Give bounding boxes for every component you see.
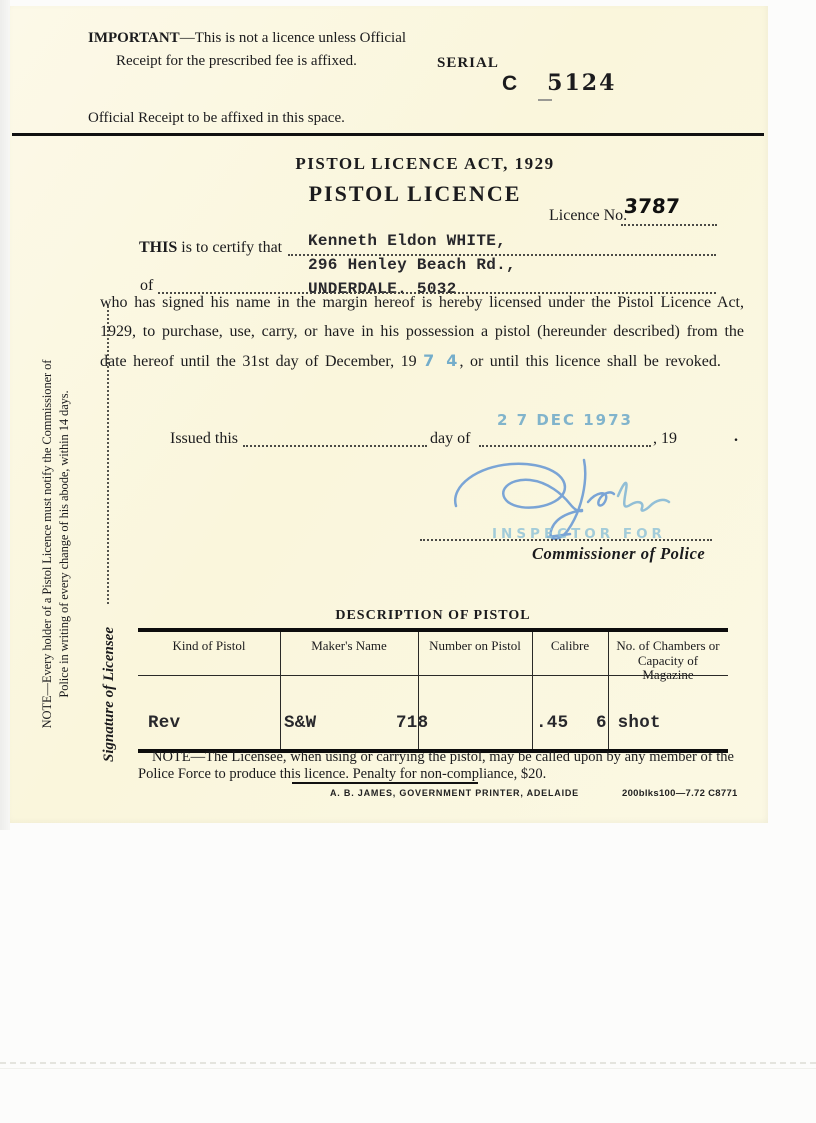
certify-this: THIS: [139, 239, 178, 256]
year-stamp: 7 4: [423, 351, 460, 370]
body-pre: who has signed his name in the margin hereof is hereby licensed under the Pistol Licence Act, 1929, to purchase, use, carry, or have in his possession a pistol (hereunder described) from the date hereof until the 31st day of December, 19: [100, 294, 744, 370]
table-header-row: [138, 632, 728, 682]
header-maker: Maker's Name: [311, 638, 387, 653]
table-footnote: NOTE—The Licensee, when using or carrying the pistol, may be called upon by any member of the Police Force to produce this licence. Penalty for non-compliance, $20.: [138, 749, 734, 782]
value-number: 718: [396, 713, 429, 733]
value-kind: Rev: [148, 713, 181, 733]
year-label: , 19: [653, 430, 677, 447]
licence-no-value: 3787: [623, 194, 681, 218]
serial-number: 5124: [547, 70, 617, 96]
value-chambers: 6 shot: [596, 713, 661, 733]
commissioner-label: Commissioner of Police: [532, 544, 706, 563]
serial-label: SERIAL: [437, 55, 499, 71]
table-divider-1: [280, 632, 281, 749]
licensee-address2: UNDERDALE. 5032: [308, 280, 457, 298]
issued-day-line: [243, 445, 427, 447]
pistol-description-table: [138, 628, 728, 753]
licence-body-paragraph: [100, 288, 744, 376]
important-notice-line2: Receipt for the prescribed fee is affixed.: [116, 53, 357, 69]
signature-mid-stroke: [588, 492, 614, 505]
of-label: of: [140, 277, 154, 294]
header-number: Number on Pistol: [429, 638, 521, 653]
print-run-code: 200blks100—7.72 C8771: [622, 788, 738, 799]
receipt-space-note: Official Receipt to be affixed in this space.: [88, 110, 345, 126]
top-divider-rule: [12, 133, 764, 136]
body-post: , or until this licence shall be revoked.: [459, 353, 721, 370]
table-title: DESCRIPTION OF PISTOL: [335, 608, 531, 623]
licence-title: PISTOL LICENCE: [308, 181, 522, 206]
sleeve-seam-line: [0, 1062, 816, 1064]
issued-period: .: [734, 428, 738, 445]
serial-value: [502, 70, 616, 96]
licensee-name: Kenneth Eldon WHITE,: [308, 232, 507, 250]
issued-month-line: [479, 445, 651, 447]
signature-line: [420, 539, 712, 541]
certify-lead: [139, 239, 282, 257]
licensee-signature-line: [107, 306, 109, 604]
inspector-for-stamp: INSPECTOR FOR: [492, 526, 666, 542]
important-rest: —This is not a licence unless Official: [179, 30, 407, 46]
header-chambers: No. of Chambers or Capacity of Magazine: [616, 638, 720, 682]
table-header-underline: [138, 675, 728, 676]
certify-rest: is to certify that: [177, 239, 283, 256]
licence-no-label: Licence No.: [549, 207, 628, 224]
header-calibre: Calibre: [550, 638, 590, 653]
margin-note-line2: Police in writing of every change of his abode, within 14 days.: [56, 390, 71, 698]
government-printer-imprint: A. B. JAMES, GOVERNMENT PRINTER, ADELAIDE: [330, 788, 579, 798]
margin-note-line1: NOTE—Every holder of a Pistol Licence must notify the Commissioner of: [40, 359, 54, 729]
value-maker: S&W: [284, 713, 317, 733]
scan-left-edge: [0, 0, 10, 830]
sleeve-seam-shadow: [0, 1068, 816, 1069]
day-of-label: day of: [430, 430, 471, 447]
header-kind: Kind of Pistol: [172, 638, 246, 653]
important-notice-line1: [88, 30, 406, 47]
margin-note: [39, 344, 73, 744]
date-stamp: 2 7 DEC 1973: [497, 411, 633, 429]
imprint-rule: [292, 782, 478, 784]
licence-no-line: [621, 224, 717, 226]
value-calibre: .45: [536, 713, 569, 733]
serial-underline-mark: [538, 99, 552, 101]
signature-of-licensee-label: Signature of Licensee: [101, 627, 117, 762]
serial-prefix: C: [502, 72, 518, 95]
signature-tail-stroke: [618, 483, 669, 511]
issued-label: Issued this: [170, 430, 238, 447]
act-title: PISTOL LICENCE ACT, 1929: [295, 154, 555, 173]
important-word: IMPORTANT: [88, 30, 180, 46]
licensee-address1: 296 Henley Beach Rd.,: [308, 256, 516, 274]
table-divider-3: [532, 632, 533, 749]
signature-loop-stroke: [455, 464, 582, 511]
